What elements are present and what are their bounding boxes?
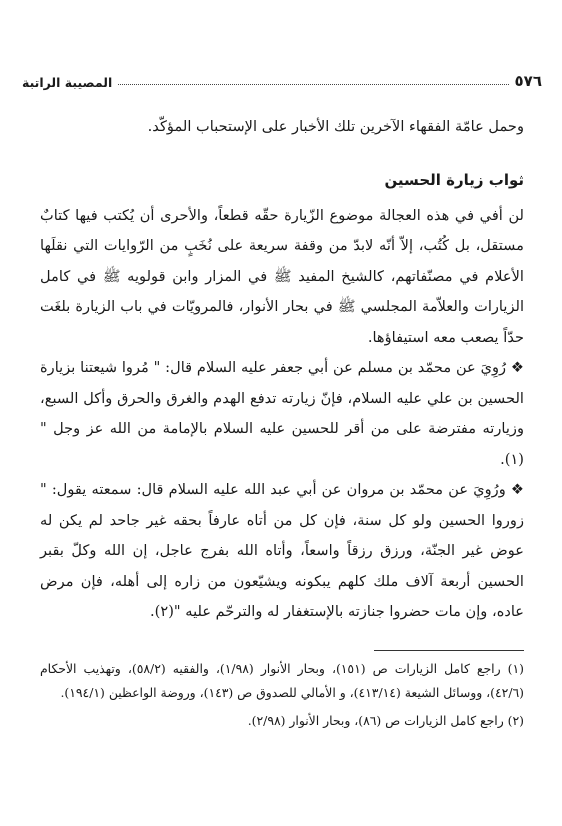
section-heading: ثواب زيارة الحسين [384, 170, 524, 189]
body-paragraph-3: ❖ ورُوِيَ عن محمّد بن مروان عن أبي عبد الله عليه السلام قال: سمعته يقول: " زوروا الحسين ولو كل سنة، فإن كل من أتاه عارفاً بحقه غير جاحد لم يكن له عوض غير الجنّة، ورزق رزقاً واسعاً، وأتاه الله بفرج عاجل، إن الله وكلّ بقبر الحسين أربعة آلاف ملك كلهم يبكونه ويشيّعون من زاره إلى أهله، فإن مرض عاده، وإن مات حضروا جنازته بالإستغفار له والترحّم عليه "(٢). [40, 481, 524, 620]
intro-paragraph: وحمل عامّة الفقهاء الآخرين تلك الأخبار على الإستحباب المؤكّد. [147, 118, 524, 135]
footnote-separator [374, 650, 524, 651]
page-header [22, 66, 542, 90]
footnote-1: (١) راجع كامل الزيارات ص (١٥١)، وبحار الأنوار (١/٩٨)، والفقيه (٥٨/٢)، وتهذيب الأحكام (٤٢/٦)، ووسائل الشيعة (٤١٣/١٤)، و الأمالي للصدوق ص (١٤٣)، وروضة الواعظين (١٩٤/١). [40, 661, 524, 700]
header-dotted-leader [118, 84, 508, 85]
page-number: ٥٧٦ [514, 72, 542, 90]
main-text [40, 112, 524, 628]
footnotes [40, 650, 524, 733]
running-title: المصيبة الراتبة [22, 75, 113, 90]
body-paragraph-1: لن أفي في هذه العجالة موضوع الزّيارة حقّه قطعاً، والأحرى أن يُكتب فيها كتابٌ مستقل، بل كُتُب، إلاّ أنّه لابدّ من وقفة سريعة على نُخَبٍ من الرّوايات التي نقلَها الأعلام في مصنّفاتهم، كالشيخ المفيد ﷺ في المزار وابن قولويه ﷺ في كامل الزيارات والعلاّمة المجلسي ﷺ في بحار الأنوار، فالمرويّات في باب الزيارة بلغَت حدّاً يصعب معه استيفاؤها. [40, 206, 524, 346]
body-paragraph-2: ❖ رُوِيَ عن محمّد بن مسلم عن أبي جعفر عليه السلام قال: " مُروا شيعتنا بزيارة الحسين بن علي عليه السلام، فإنّ زيارته تدفع الهدم والغرق والحرق وأكل السبع، وزيارته مفترضة على من أقر للحسين عليه السلام بالإمامة من الله عز وجل "(١). [40, 359, 524, 468]
footnote-2: (٢) راجع كامل الزيارات ص (٨٦)، وبحار الأنوار (٢/٩٨). [247, 713, 524, 728]
